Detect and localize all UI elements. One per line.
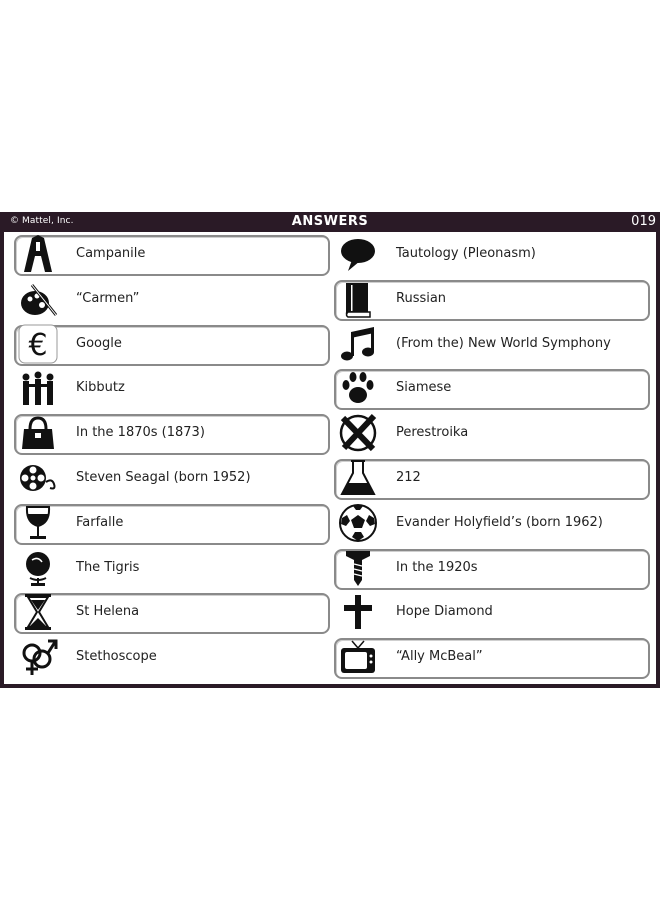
answer-text: (From the) New World Symphony — [396, 335, 611, 351]
left-answer-row — [4, 456, 330, 500]
left-answer-row — [4, 635, 330, 679]
answer-text: “Ally McBeal” — [396, 649, 483, 665]
answers-panel — [4, 232, 656, 684]
palette-icon — [18, 279, 58, 319]
answer-text: Stethoscope — [76, 649, 157, 665]
answer-text: Evander Holyfield’s (born 1962) — [396, 514, 603, 530]
right-answer-row — [330, 411, 656, 455]
card-title: ANSWERS — [291, 214, 369, 229]
answer-box-outline — [14, 504, 330, 545]
screw-icon — [338, 548, 378, 588]
answer-text: Google — [76, 335, 122, 351]
left-answer-row — [4, 501, 330, 545]
right-answer-row — [330, 277, 656, 321]
left-answer-row — [4, 411, 330, 455]
euro-icon — [18, 324, 58, 364]
left-answer-row — [4, 232, 330, 276]
answer-text: Hope Diamond — [396, 604, 493, 620]
music-note-icon — [338, 324, 378, 364]
answer-text: “Carmen” — [76, 290, 140, 306]
copyright-notice: © Mattel, Inc. — [10, 216, 74, 226]
answer-text: Farfalle — [76, 514, 124, 530]
right-answer-row — [330, 501, 656, 545]
people-icon — [18, 368, 58, 408]
television-icon — [338, 637, 378, 677]
right-answer-row — [330, 590, 656, 634]
answer-box-outline — [14, 325, 330, 366]
right-answer-row — [330, 546, 656, 590]
wine-glass-icon — [18, 503, 58, 543]
answer-box-outline — [14, 593, 330, 634]
paw-print-icon — [338, 368, 378, 408]
left-answer-row — [4, 277, 330, 321]
answer-box-outline — [14, 235, 330, 276]
answer-text: In the 1920s — [396, 559, 478, 575]
answer-text: Tautology (Pleonasm) — [396, 246, 536, 261]
right-answer-row — [330, 456, 656, 500]
handbag-icon — [18, 413, 58, 453]
film-reel-icon — [18, 458, 58, 498]
svg-text:€: € — [28, 327, 48, 363]
right-answer-row — [330, 322, 656, 366]
answer-box-outline — [334, 549, 650, 590]
answer-box-outline — [334, 369, 650, 410]
answer-box-outline — [334, 638, 650, 679]
left-answer-row — [4, 590, 330, 634]
answer-text: Campanile — [76, 246, 146, 261]
card-header — [0, 212, 660, 232]
cross-icon — [338, 592, 378, 632]
tower-icon — [18, 234, 58, 274]
right-answer-row — [330, 366, 656, 410]
gender-symbols-icon — [18, 637, 58, 677]
soccer-ball-icon — [338, 503, 378, 543]
book-icon — [338, 279, 378, 319]
answer-card — [0, 212, 660, 688]
answer-text: Steven Seagal (born 1952) — [76, 470, 251, 485]
answer-text: Russian — [396, 290, 447, 306]
answer-box-outline — [334, 459, 650, 500]
left-answer-row — [4, 366, 330, 410]
flask-icon — [338, 458, 378, 498]
left-answer-row — [4, 546, 330, 590]
answer-text: St Helena — [76, 604, 140, 620]
hourglass-icon — [18, 592, 58, 632]
answer-text: Kibbutz — [76, 380, 125, 396]
card-number: 019 — [631, 214, 656, 229]
right-answer-row — [330, 635, 656, 679]
speech-bubble-icon — [338, 234, 378, 274]
answer-text: In the 1870s (1873) — [76, 425, 205, 441]
ballot-x-icon — [338, 413, 378, 453]
answer-text: 212 — [396, 470, 421, 485]
right-answer-row — [330, 232, 656, 276]
answer-text: The Tigris — [76, 559, 140, 575]
globe-icon — [18, 548, 58, 588]
answer-text: Perestroika — [396, 425, 469, 441]
left-answer-row — [4, 322, 330, 366]
answer-text: Siamese — [396, 380, 452, 396]
answer-box-outline — [334, 280, 650, 321]
